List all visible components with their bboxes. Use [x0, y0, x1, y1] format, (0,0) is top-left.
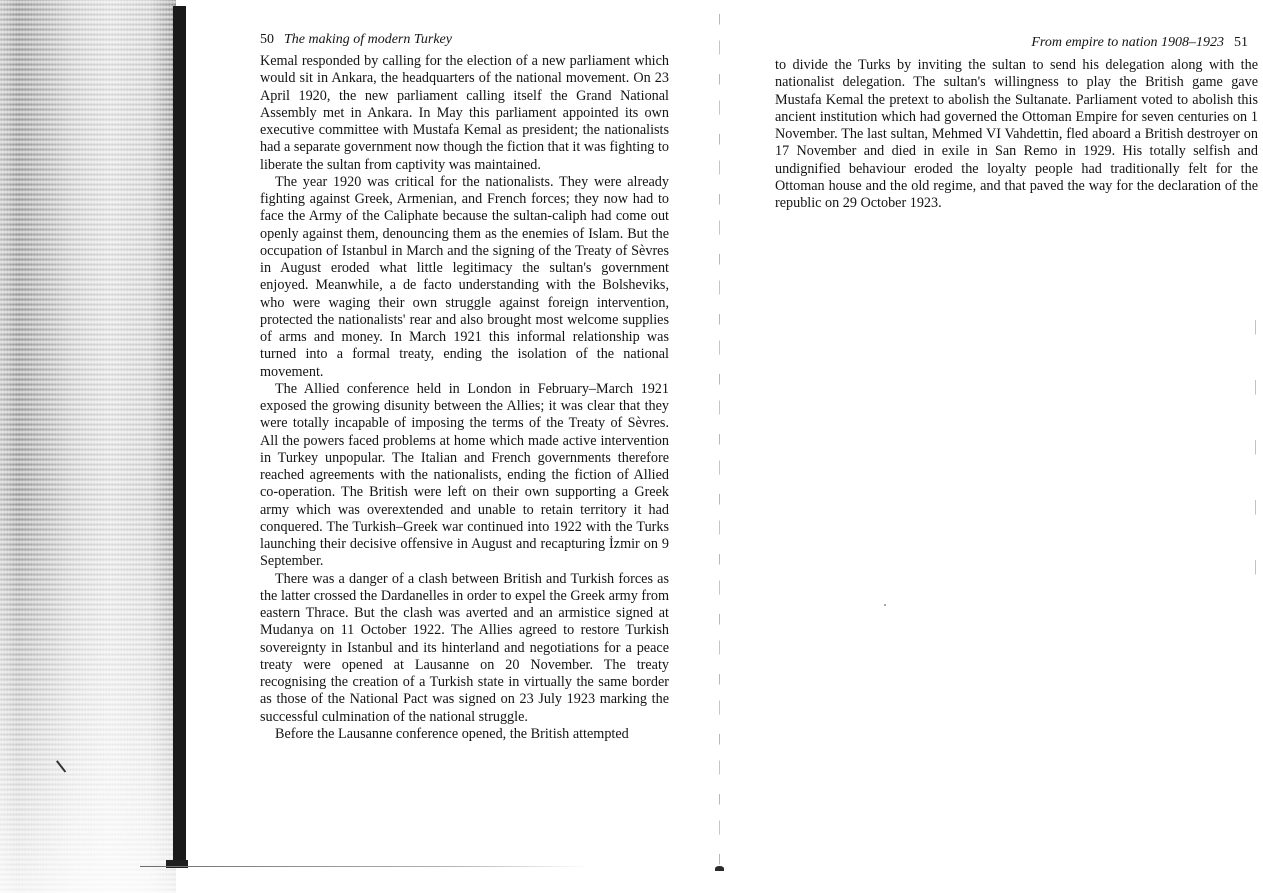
right-page-edge [1255, 320, 1256, 590]
right-page-number: 51 [1234, 35, 1248, 50]
paragraph: Kemal responded by calling for the election of a new parliament which would sit in Ankara, the headquarters of the national movement. On 23 April 1920, the new parliament calling itself the Grand National Assembly met in Ankara. In May this parliament appointed its own executive committee with Mustafa Kemal as president; the nationalists had a separate government now though the fiction that it was fighting to liberate the sultan from captivity was maintained. [260, 53, 669, 173]
right-page-body [775, 57, 1258, 212]
paragraph: The Allied conference held in London in February–March 1921 exposed the growing disunity between the Allies; it was clear that they were totally incapable of imposing the terms of the Treaty of Sèvres. All the powers faced problems at home which made active intervention in Turkey unpopular. The Italian and French governments therefore reached agreements with the nationalists, ending the fiction of Allied co-operation. The British were left on their own supporting a Greek army which was overextended and unable to retain territory it had conquered. The Turkish–Greek war continued into 1922 with the Turks launching their decisive offensive in August and recapturing İzmir on 9 September. [260, 380, 669, 570]
scan-speck [884, 604, 886, 606]
gutter-fold-line [719, 14, 720, 874]
paragraph: There was a danger of a clash between British and Turkish forces as the latter crossed the Dardanelles in order to expel the Greek army from eastern Thrace. But the clash was averted and an armistice signed at Mudanya on 11 October 1922. The Allies agreed to restore Turkish sovereignty in Istanbul and its hinterland and negotiations for a peace treaty were opened at Lausanne on 20 November. The treaty recognising the creation of a Turkish state in virtually the same border as those of the National Pact was signed on 23 July 1923 marking the successful culmination of the national struggle. [260, 570, 669, 725]
binding-edge-bar [173, 6, 186, 868]
left-running-head [260, 31, 452, 49]
left-page-body [260, 53, 669, 743]
left-page-number: 50 [260, 32, 274, 47]
gutter-mark [715, 866, 724, 871]
paragraph: to divide the Turks by inviting the sultan to send his delegation along with the nationalist delegation. The sultan's willingness to play the British game gave Mustafa Kemal the pretext to abolish the Sultanate. Parliament voted to abolish this ancient institution which had governed the Ottoman Empire for seven centuries on 1 November. The last sultan, Mehmed VI Vahdettin, fled aboard a British destroyer on 17 November and died in exile in San Remo in 1929. His totally selfish and undignified behaviour eroded the loyalty people had traditionally felt for the Ottoman house and the old regime, and that paved the way for the declaration of the republic on 29 October 1923. [775, 57, 1258, 211]
page-bottom-shadow [140, 866, 590, 867]
paragraph: The year 1920 was critical for the nationalists. They were already fighting against Greek, Armenian, and French forces; they now had to face the Army of the Caliphate because the sultan-caliph had come out openly against them, denouncing them as the enemies of Islam. But the occupation of Istanbul in March and the signing of the Treaty of Sèvres in August eroded what little legitimacy the sultan's government enjoyed. Meanwhile, a de facto understanding with the Bolsheviks, who were waging their own struggle against foreign intervention, protected the nationalists' rear and also brought most welcome supplies of arms and money. In March 1921 this informal relationship was turned into a formal treaty, ending the isolation of the national movement. [260, 173, 669, 380]
right-running-head [1031, 34, 1248, 52]
right-running-title: From empire to nation 1908–1923 [1031, 35, 1224, 50]
scan-edge-fade [0, 0, 176, 893]
left-running-title: The making of modern Turkey [284, 32, 452, 47]
paragraph: Before the Lausanne conference opened, the British attempted [275, 725, 629, 742]
